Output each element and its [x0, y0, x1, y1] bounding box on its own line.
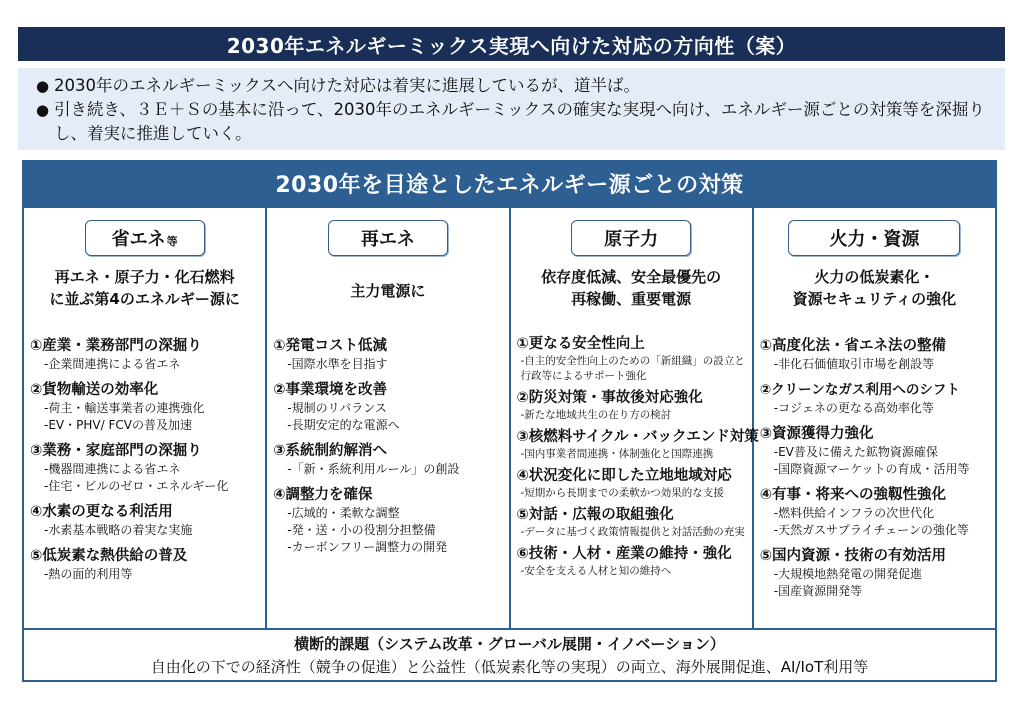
measure-list — [273, 336, 504, 563]
measure-item — [517, 466, 748, 501]
measure-item — [273, 380, 504, 434]
measure-heading: ④状況変化に即した立地地域対応 — [516, 468, 732, 484]
column-tag — [328, 220, 448, 256]
column-subtitle — [24, 266, 265, 310]
column-tag-label: 火力・資源 — [829, 229, 920, 250]
measure-list — [516, 334, 759, 583]
measure-heading: ④水素の更なる利活用 — [30, 504, 173, 520]
measure-detail: -荷主・輸送事業者の連携強化 — [44, 401, 205, 415]
measure-item — [273, 336, 504, 373]
intro-bullet — [36, 98, 989, 146]
subtitle-line: 再エネ・原子力・化石燃料 — [54, 268, 235, 286]
measure-detail: -データに基づく政策情報提供と対話活動の充実 — [520, 526, 745, 538]
subtitle-line: に並ぶ第4のエネルギー源に — [49, 290, 240, 308]
column-tag-label: 再エネ — [360, 229, 415, 250]
measure-heading: ③業務・家庭部門の深掘り — [30, 443, 202, 459]
measure-heading: ①発電コスト低減 — [273, 338, 388, 354]
measure-detail: -企業間連携による省エネ — [44, 357, 181, 371]
measure-item — [30, 380, 261, 434]
measure-heading: ⑤低炭素な熱供給の普及 — [30, 548, 188, 564]
cross-cutting-title: 横断的課題（システム改革・グローバル展開・イノベーション） — [294, 635, 725, 653]
measure-detail: 行政等によるサポート強化 — [520, 370, 647, 382]
subtitle-line: 依存度低減、安全最優先の — [541, 268, 722, 286]
measure-detail: -規制のリバランス — [287, 401, 387, 415]
column-tag — [85, 220, 205, 256]
measure-item — [516, 427, 759, 462]
measure-detail: -自主的安全性向上のための「新組織」の設立と — [520, 355, 745, 367]
bullet-icon: ● — [36, 101, 50, 119]
measure-detail: -国際水準を目指す — [287, 357, 388, 371]
measure-detail: -国産資源開発等 — [773, 584, 863, 598]
measure-item — [517, 544, 748, 579]
subtitle-line: 火力の低炭素化・ — [814, 268, 935, 286]
measure-item — [30, 441, 261, 495]
measure-detail: -安全を支える人材と知の維持へ — [520, 565, 672, 577]
measure-detail: -非化石価値取引市場を創設等 — [773, 357, 935, 371]
measure-item — [517, 388, 748, 423]
measure-heading: ②防災対策・事故後対応強化 — [516, 390, 703, 406]
measure-detail: -天然ガスサプライチェーンの強化等 — [773, 523, 969, 537]
measure-detail: -国際資源マーケットの育成・活用等 — [773, 462, 970, 476]
measure-heading: ②クリーンなガス利用へのシフト — [759, 382, 960, 398]
measure-detail: -EV普及に備えた鉱物資源確保 — [773, 445, 938, 459]
measure-item — [30, 336, 261, 373]
measure-item — [517, 505, 748, 540]
intro-box — [18, 68, 1005, 150]
column-tag-suffix: 等 — [166, 235, 178, 248]
measure-detail: -コジェネの更なる高効率化等 — [773, 401, 934, 415]
measure-detail: -国内事業者間連携・体制強化と国際連携 — [520, 448, 714, 460]
column-renewables — [267, 208, 510, 628]
measure-heading: ①産業・業務部門の深掘り — [30, 338, 202, 354]
measure-detail: -機器間連携による省エネ — [44, 462, 181, 476]
column-tag — [571, 220, 691, 256]
measure-detail: -短期から長期までの柔軟かつ効果的な支援 — [520, 487, 724, 499]
measure-item — [30, 502, 261, 539]
measure-detail: -住宅・ビルのゼロ・エネルギー化 — [44, 479, 229, 493]
column-nuclear — [511, 208, 759, 628]
measure-heading: ③系統制約解消へ — [273, 443, 388, 459]
measure-item — [517, 334, 748, 384]
intro-text: 2030年のエネルギーミックスへ向けた対応は着実に進展しているが、道半ば。 — [54, 76, 640, 95]
measure-item — [760, 380, 991, 417]
column-subtitle — [267, 280, 508, 302]
column-tag-label: 省エネ — [111, 229, 166, 250]
measure-detail: -燃料供給インフラの次世代化 — [773, 506, 935, 520]
measure-heading: ④調整力を確保 — [273, 487, 373, 503]
measures-columns — [22, 206, 997, 630]
measure-heading: ②貨物輸送の効率化 — [30, 382, 159, 398]
measure-detail: -熱の面的利用等 — [44, 567, 133, 581]
measure-detail: -大規模地熱発電の開発促進 — [773, 567, 923, 581]
measure-list — [760, 336, 991, 607]
subtitle-line: 資源セキュリティの強化 — [792, 290, 957, 308]
measure-detail: -新たな地域共生の在り方の検討 — [520, 409, 672, 421]
measures-header: 2030年を目途としたエネルギー源ごとの対策 — [22, 160, 997, 206]
measure-item — [273, 485, 504, 556]
measure-heading: ⑤国内資源・技術の有効活用 — [759, 548, 947, 564]
column-thermal-resources — [754, 208, 995, 628]
measure-item — [273, 441, 504, 478]
measure-detail: -長期安定的な電源へ — [287, 418, 400, 432]
measure-heading: ①更なる安全性向上 — [516, 336, 645, 352]
measure-list — [30, 336, 261, 590]
measure-detail: -発・送・小の役割分担整備 — [287, 523, 436, 537]
measure-heading: ③核燃料サイクル・バックエンド対策 — [516, 429, 759, 445]
measure-detail: -広域的・柔軟な調整 — [287, 506, 400, 520]
measure-detail: -「新・系統利用ルール」の創設 — [287, 462, 460, 476]
subtitle-line: 再稼働、重要電源 — [571, 290, 692, 308]
measure-heading: ①高度化法・省エネ法の整備 — [759, 338, 947, 354]
measure-detail: -水素基本戦略の着実な実施 — [44, 523, 193, 537]
measure-item — [760, 336, 991, 373]
measure-heading: ⑤対話・広報の取組強化 — [516, 507, 674, 523]
measure-heading: ②事業環境を改善 — [273, 382, 388, 398]
measure-heading: ⑥技術・人材・産業の維持・強化 — [516, 546, 732, 562]
measure-heading: ③資源獲得力強化 — [759, 426, 874, 442]
bullet-icon: ● — [36, 77, 50, 95]
measure-item — [760, 485, 991, 539]
column-tag-label: 原子力 — [604, 229, 659, 250]
cross-cutting-body: 自由化の下での経済性（競争の促進）と公益性（低炭素化等の実現）の両立、海外展開促進、AI/IoT利用等 — [150, 658, 869, 676]
measure-item — [30, 546, 261, 583]
column-tag — [788, 220, 960, 256]
measure-heading: ④有事・将来への強靱性強化 — [759, 487, 947, 503]
measure-item — [760, 424, 991, 478]
subtitle-line: 主力電源に — [350, 282, 426, 300]
cross-cutting-box — [22, 630, 997, 682]
page-title: 2030年エネルギーミックス実現へ向けた対応の方向性（案） — [18, 27, 1005, 61]
measure-item — [760, 546, 991, 600]
measure-detail: -カーボンフリー調整力の開発 — [287, 540, 448, 554]
intro-text: 引き続き、３Ｅ＋Ｓの基本に沿って、2030年のエネルギーミックスの確実な実現へ向け、エネルギー源ごとの対策等を深掘りし、着実に推進していく。 — [54, 100, 985, 143]
intro-bullet — [36, 74, 989, 98]
measure-detail: -EV・PHV/ FCVの普及加速 — [44, 418, 192, 432]
column-subtitle — [511, 266, 752, 310]
column-subtitle — [754, 266, 995, 310]
column-energy-saving — [24, 208, 267, 628]
